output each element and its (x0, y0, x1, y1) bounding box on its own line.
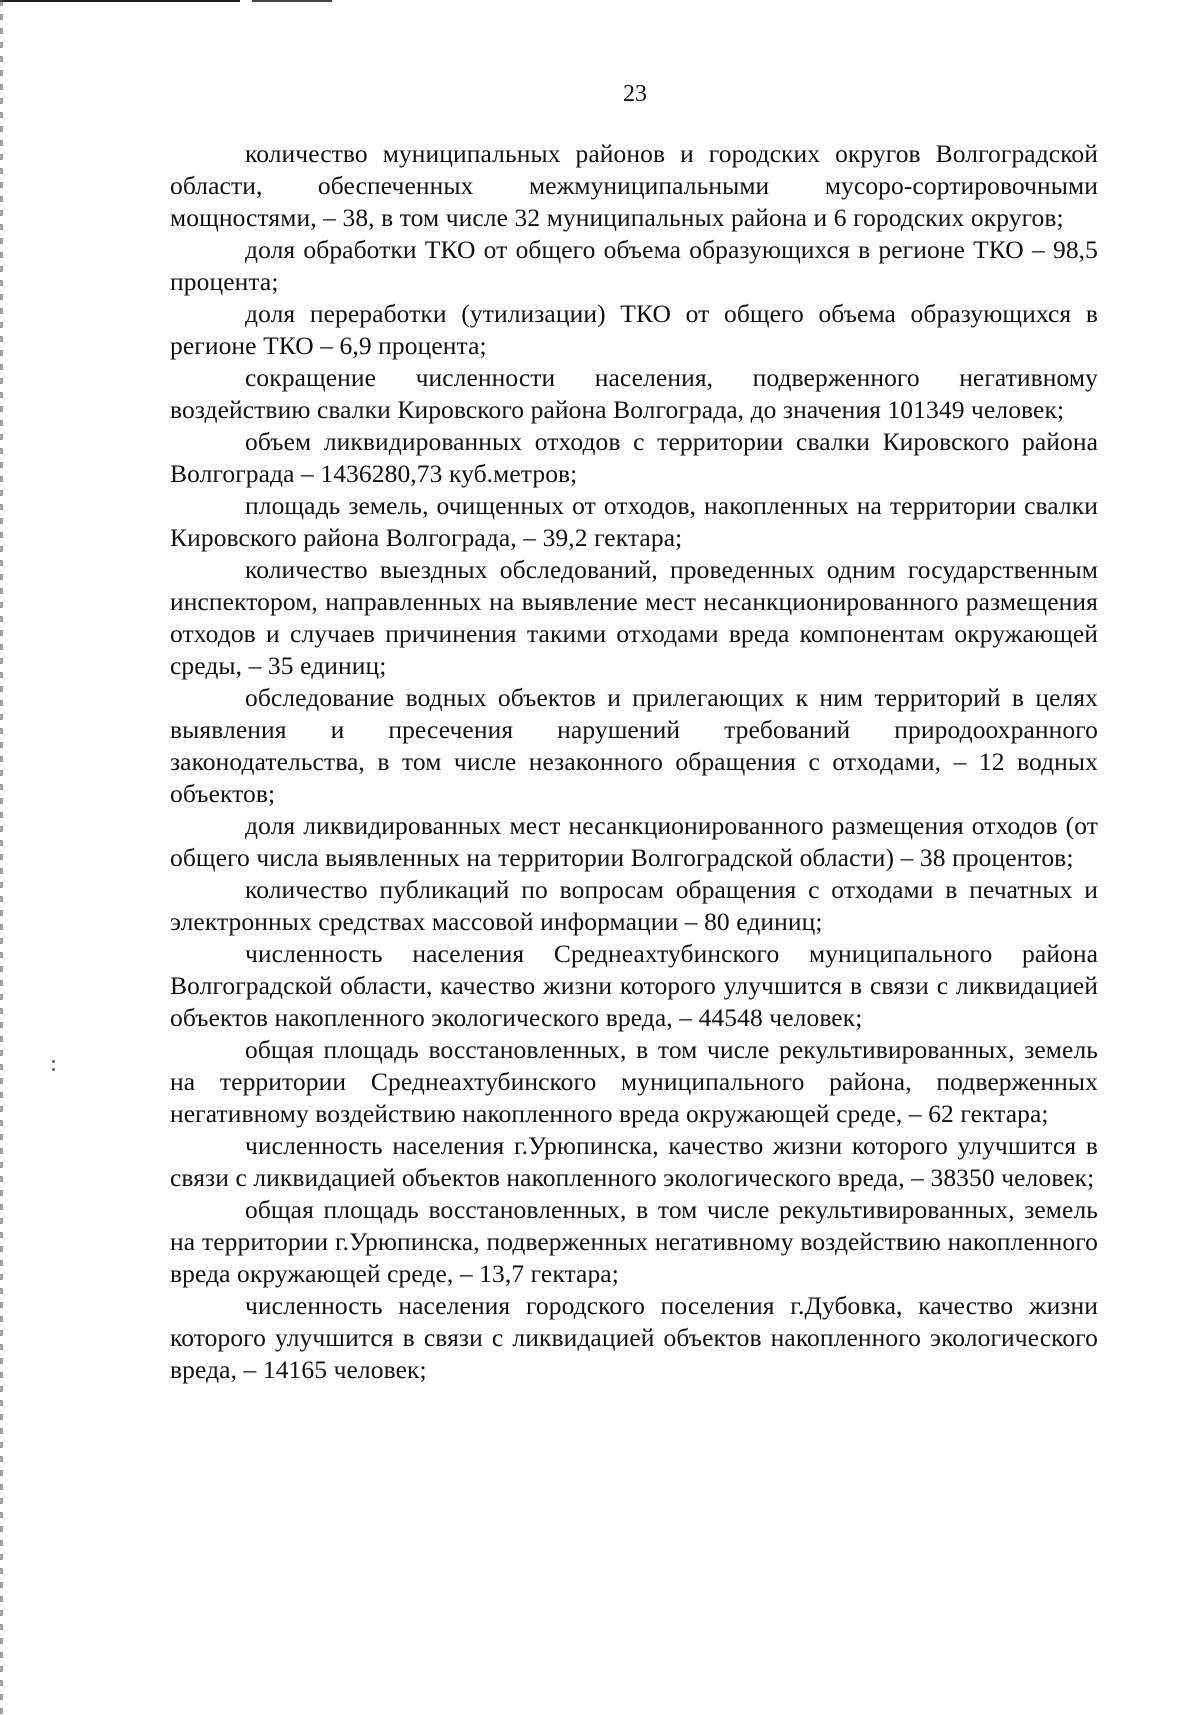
paragraph: количество публикаций по вопросам обращения с отходами в печатных и электронных средствах массовой информации – 80 единиц; (170, 875, 1098, 936)
paragraph: общая площадь восстановленных, в том числе рекультивированных, земель на территории г.Урюпинска, подверженных негативному воздействию накопленного вреда окружающей среде, – 13,7 гектара; (170, 1195, 1098, 1288)
paragraph: численность населения городского поселения г.Дубовка, качество жизни которого улучшится в связи с ликвидацией объектов накопленного экологического вреда, – 14165 человек; (170, 1291, 1098, 1384)
paragraph: доля ликвидированных мест несанкционированного размещения отходов (от общего числа выявленных на территории Волгоградской области) – 38 процентов; (170, 811, 1098, 872)
paragraph: общая площадь восстановленных, в том числе рекультивированных, земель на территории Среднеахтубинского муниципального района, подверженных негативному воздействию накопленного вреда окружающей среде, – 62 гектара; (170, 1035, 1098, 1128)
paragraph: численность населения г.Урюпинска, качество жизни которого улучшится в связи с ликвидацией объектов накопленного экологического вреда, – 38350 человек; (170, 1131, 1098, 1192)
scan-border-artifact (0, 0, 240, 2)
paragraph: площадь земель, очищенных от отходов, накопленных на территории свалки Кировского района Волгограда, – 39,2 гектара; (170, 491, 1098, 552)
scan-speck (52, 1060, 55, 1063)
paragraph: доля переработки (утилизации) ТКО от общего объема образующихся в регионе ТКО – 6,9 процента; (170, 299, 1098, 360)
paragraph: обследование водных объектов и прилегающих к ним территорий в целях выявления и пресечения нарушений требований природоохранного законодательства, в том числе незаконного обращения с отходами, – 12 водных объектов; (170, 683, 1098, 808)
paragraph: доля обработки ТКО от общего объема образующихся в регионе ТКО – 98,5 процента; (170, 235, 1098, 296)
paragraph: количество выездных обследований, проведенных одним государственным инспектором, направленных на выявление мест несанкционированного размещения отходов и случаев причинения такими отходами вреда компонентам окружающей среды, – 35 единиц; (170, 555, 1098, 680)
document-body (170, 138, 1098, 1386)
paragraph: сокращение численности населения, подверженного негативному воздействию свалки Кировского района Волгограда, до значения 101349 человек; (170, 363, 1098, 424)
scan-speck (52, 1068, 55, 1071)
paragraph: объем ликвидированных отходов с территории свалки Кировского района Волгограда – 1436280,73 куб.метров; (170, 427, 1098, 488)
scan-edge-artifact (0, 0, 3, 1715)
page-number: 23 (623, 81, 647, 107)
scan-border-artifact (252, 0, 332, 2)
paragraph: количество муниципальных районов и городских округов Волгоградской области, обеспеченных межмуниципальными мусоро-сортировочными мощностями, – 38, в том числе 32 муниципальных района и 6 городских округов; (170, 139, 1098, 232)
paragraph: численность населения Среднеахтубинского муниципального района Волгоградской области, качество жизни которого улучшится в связи с ликвидацией объектов накопленного экологического вреда, – 44548 человек; (170, 939, 1098, 1032)
